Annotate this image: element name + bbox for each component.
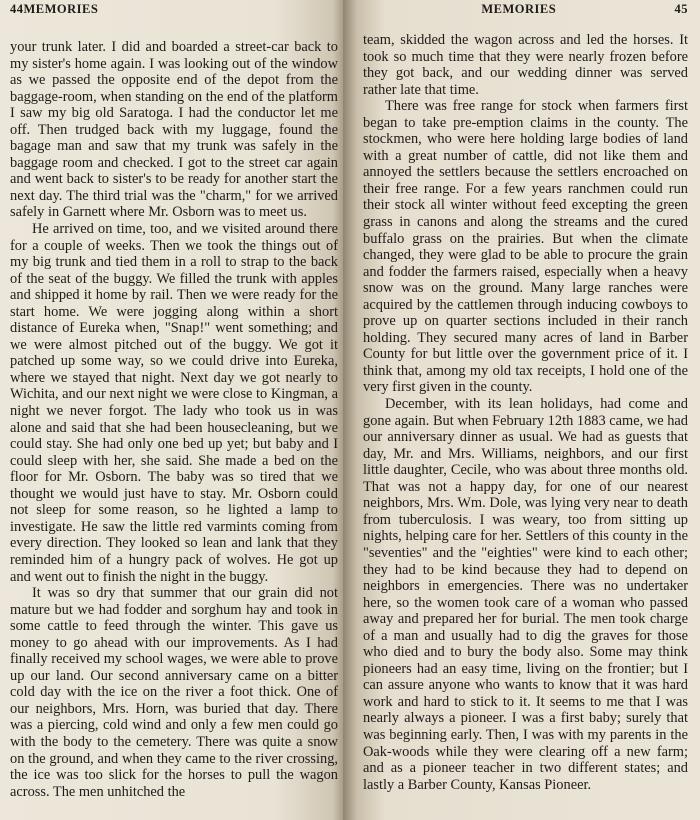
left-page-header [10,0,338,22]
right-page-header [363,0,688,22]
right-page [343,0,700,820]
paragraph: It was so dry that summer that our grain did not mature but we had fodder and sorghum hay and took in some cattle to feed through the winter. This gave us money to go ahead with our improvements. As I had finally received my school wages, we were able to prove up our land. Our second anniversary came on a bitter cold day with the ice on the river a foot thick. One of our neighbors, Mrs. Horn, was buried that day. There was a piercing, cold wind and only a few men could go with the body to the cemetery. There was quite a snow on the ground, and when they came to the river crossing, the ice was too slick for the horses to pull the wagon across. The men unhitched the [10,585,338,800]
left-page-number: 44 [10,2,24,16]
paragraph: your trunk later. I did and boarded a street-car back to my sister's home again. I was looking out of the window as we passed the opposite end of the depot from the baggage-room, when standing on the end of the platform I saw my big old Saratoga. I had the conductor let me off. Then trudged back with my luggage, found the bagage man and saw that my trunk was safely in the baggage room and checked. I got to the street car again and went back to sister's to be ready for another start the next day. The third trial was the "charm," for we arrived safely in Garnett where Mr. Osborn was to meet us. [10,39,338,221]
paragraph: There was free range for stock when farmers first began to take pre-emption claims in the county. The stockmen, who were here holding large bodies of land with a great number of cattle, did not like them and annoyed the settlers because the settlers encroached on their free range. For a few years ranchmen could run their stock all winter without feed excepting the green grass in canons and along the streams and the cured buffalo grass on the prairies. But when the climate changed, they were glad to be able to procure the grain and fodder the farmers raised, especially when a heavy snow was on the ground. Many large ranches were acquired by the cattlemen through inducing cowboys to prove up on quarter sections included in their ranch holding. They secured many acres of land in Barber County for but little over the government price of it. I think that, among my old tax receipts, I hold one of the very first given in the county. [363,98,688,396]
left-running-head: MEMORIES [23,2,99,16]
paragraph: He arrived on time, too, and we visited around there for a couple of weeks. Then we took the things out of my big trunk and tied them in a roll to strap to the back of the seat of the buggy. We filled the trunk with apples and shipped it home by rail. Then we were ready for the start home. We were jogging along within a short distance of Eureka when, "Snap!" went something; and we were almost pitched out of the buggy. We got it patched up some way, so we could drive into Eureka, where we stayed that night. Next day we got nearly to Wichita, and our next night we were close to Kingman, a night we never forgot. The lady who took us in was alone and said that she had been housecleaning, but we could stay. She had only one bed up yet; but baby and I could sleep with her, she said. She made a bed on the floor for Mr. Osborn. The baby was so tired that we thought we would just have to stay. Mr. Osborn could not sleep for some reason, so he lighted a lamp to investigate. He saw the little red varmints coming from every direction. They looked so lean and lank that they reminded him of a hungry pack of wolves. He got up and went out to finish the night in the buggy. [10,221,338,585]
paragraph: team, skidded the wagon across and led the horses. It took so much time that they were nearly frozen before they got back, and our wedding dinner was served rather late that time. [363,32,688,98]
left-page [0,0,343,820]
left-page-body [10,39,338,800]
right-page-number: 45 [674,2,688,16]
right-running-head: MEMORIES [481,2,557,16]
paragraph: December, with its lean holidays, had come and gone again. But when February 12th 1883 came, we had our anniversary dinner as usual. We had as guests that day, Mr. and Mrs. Williams, neighbors, and our first little daughter, Cecile, who was about three months old. That was not a happy day, for one of our nearest neighbors, Mrs. Wm. Dole, was lying very near to death from tuberculosis. I was weary, too from sitting up nights, helping care for her. Settlers of this county in the "seventies" and the "eighties" were kind to each other; they had to be kind because they had to depend on neighbors in emergencies. There was no undertaker here, so the women took care of a woman who passed away and prepared her for burial. The men took charge of a man and usually had to dig the graves for those who died and to bury the body also. Some may think pioneers had an easy time, living on the frontier; but I can assure anyone who wants to know that it was hard work and hard to stick to it. It seems to me that I was nearly always a pioneer. I was a first baby; surely that was beginning early. Then, I was with my parents in the Oak-woods while they were clearing off a new farm; and as a pioneer teacher in two different states; and lastly a Barber County, Kansas Pioneer. [363,396,688,793]
right-page-body [363,32,688,793]
